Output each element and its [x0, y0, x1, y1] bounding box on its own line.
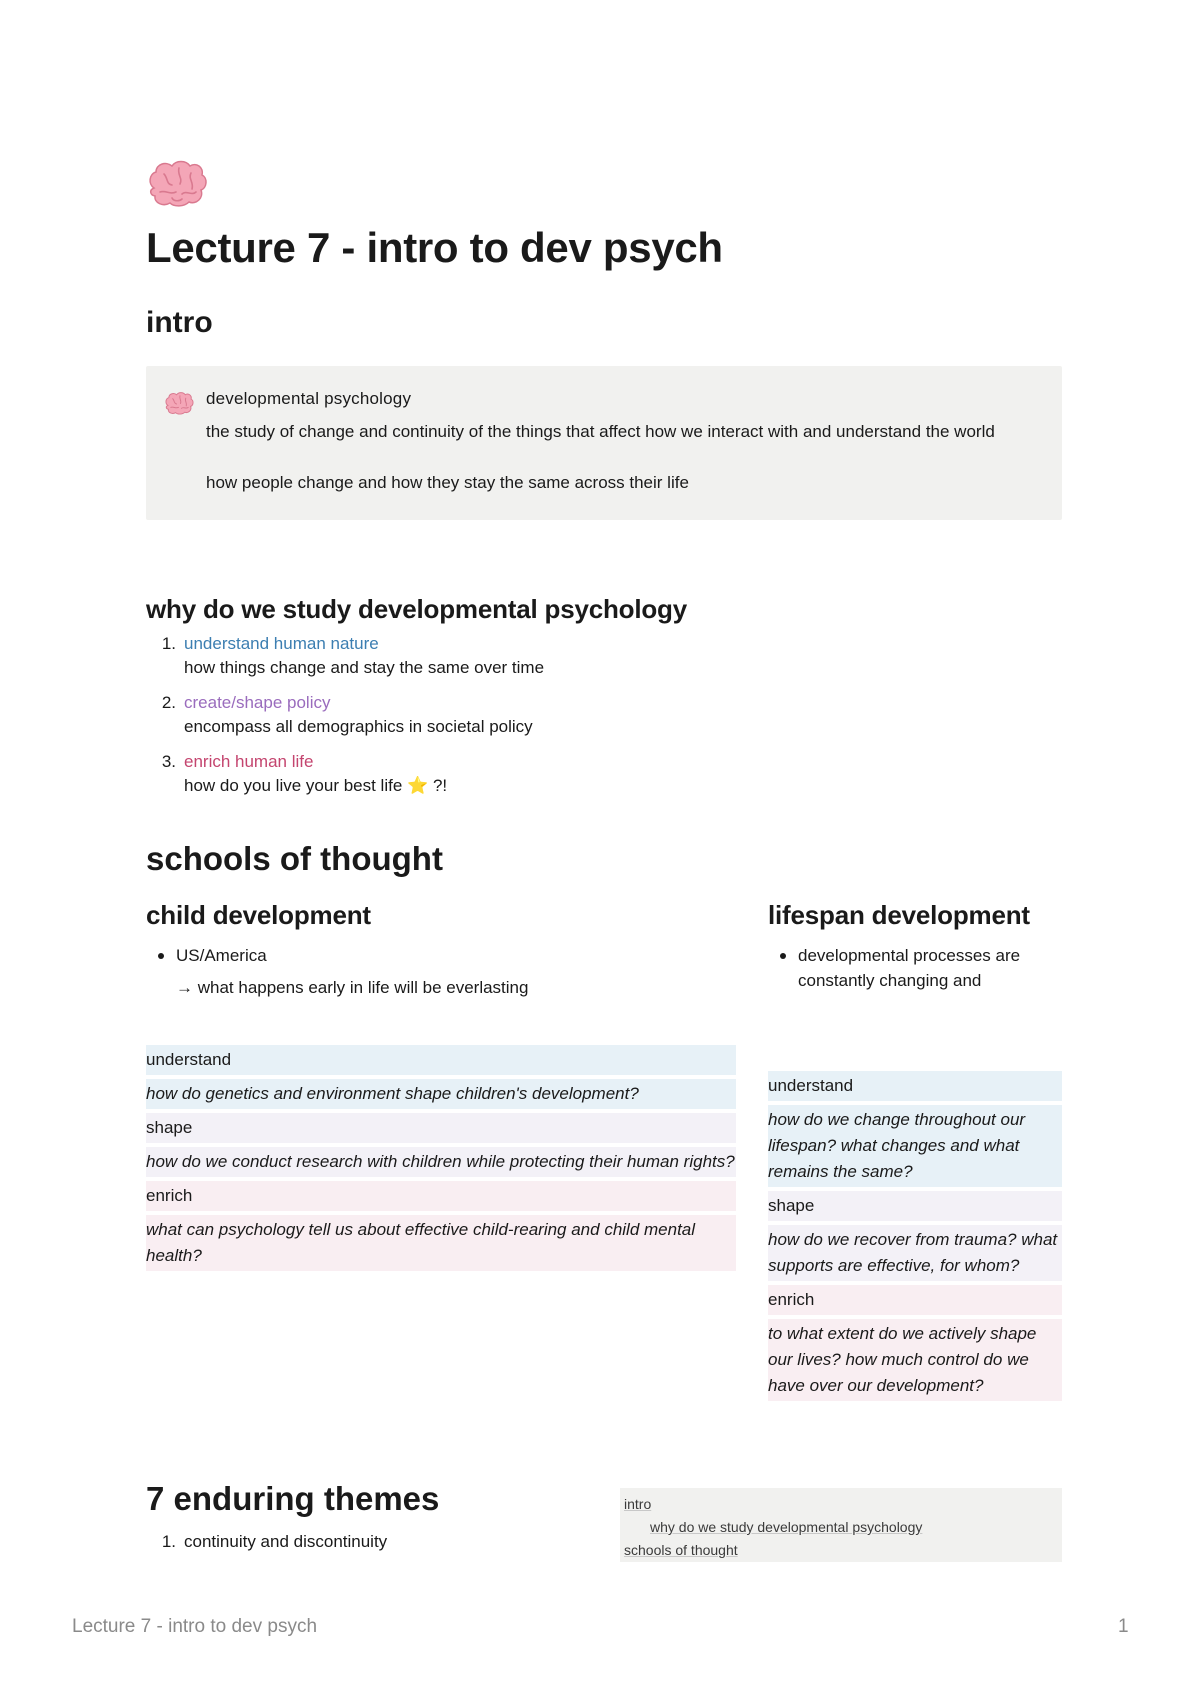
- page-number: 1: [1118, 1616, 1129, 1637]
- callout-title: developmental psychology: [206, 389, 412, 408]
- right-arrow-icon: →: [176, 978, 193, 997]
- why-list: [146, 632, 766, 809]
- table-row: enrich: [768, 1285, 1062, 1315]
- list-item: [146, 691, 766, 739]
- table-row: understand: [768, 1071, 1062, 1101]
- list-number: 3.: [161, 752, 176, 771]
- table-row: how do genetics and environment shape children's development?: [146, 1079, 736, 1109]
- list-item-label: continuity and discontinuity: [184, 1532, 388, 1551]
- intro-heading: intro: [146, 306, 213, 339]
- toc-link-intro[interactable]: intro: [624, 1496, 652, 1512]
- bullet-dot-icon: [146, 943, 176, 968]
- list-number: 2.: [161, 693, 176, 712]
- toc-link-schools[interactable]: schools of thought: [624, 1542, 738, 1558]
- list-item-description: how do you live your best life ⭐ ?!: [184, 776, 448, 795]
- table-row: shape: [146, 1113, 736, 1143]
- list-item: [146, 750, 766, 798]
- table-row: understand: [146, 1045, 736, 1075]
- themes-heading: 7 enduring themes: [146, 1480, 440, 1517]
- child-development-column: [146, 900, 736, 1000]
- list-number: 1.: [161, 1532, 176, 1551]
- lifespan-development-column: [768, 900, 1062, 993]
- table-row: how do we change throughout our lifespan? what changes and what remains the same?: [768, 1105, 1062, 1187]
- schools-heading: schools of thought: [146, 840, 443, 877]
- bullet-dot-icon: [768, 943, 798, 993]
- page-title: Lecture 7 - intro to dev psych: [146, 224, 723, 271]
- list-item: [146, 1530, 387, 1554]
- why-heading: why do we study developmental psychology: [146, 594, 687, 624]
- list-item-label: enrich human life: [184, 752, 314, 771]
- table-row: how do we conduct research with children while protecting their human rights?: [146, 1147, 736, 1177]
- child-development-table: [146, 1045, 736, 1275]
- brain-emoji-icon: [164, 390, 194, 416]
- table-row: enrich: [146, 1181, 736, 1211]
- table-row: what can psychology tell us about effective child-rearing and child mental health?: [146, 1215, 736, 1271]
- definition-callout: [146, 366, 1062, 520]
- star-icon: ⭐: [407, 776, 429, 795]
- list-item-label: understand human nature: [184, 634, 379, 653]
- callout-definition: the study of change and continuity of the things that affect how we interact with and understand the world: [206, 422, 995, 441]
- list-number: 1.: [161, 634, 176, 653]
- callout-summary: how people change and how they stay the same across their life: [206, 473, 689, 492]
- child-development-heading: child development: [146, 900, 371, 930]
- list-item-description: how things change and stay the same over time: [184, 658, 545, 677]
- list-item-label: create/shape policy: [184, 693, 331, 712]
- lifespan-development-table: [768, 1071, 1062, 1405]
- table-of-contents: [620, 1488, 1062, 1562]
- table-row: shape: [768, 1191, 1062, 1221]
- footer-title: Lecture 7 - intro to dev psych: [72, 1616, 318, 1637]
- brain-emoji-icon: [146, 158, 208, 208]
- list-item: [146, 632, 766, 680]
- list-item-description: encompass all demographics in societal policy: [184, 717, 533, 736]
- table-row: how do we recover from trauma? what supports are effective, for whom?: [768, 1225, 1062, 1281]
- arrow-note: → what happens early in life will be everlasting: [176, 978, 529, 997]
- toc-link-why[interactable]: why do we study developmental psychology: [650, 1519, 923, 1535]
- bullet-item: developmental processes are constantly changing and: [768, 943, 1062, 993]
- table-row: to what extent do we actively shape our lives? how much control do we have over our development?: [768, 1319, 1062, 1401]
- bullet-item: US/America: [146, 943, 736, 968]
- lifespan-development-heading: lifespan development: [768, 900, 1030, 930]
